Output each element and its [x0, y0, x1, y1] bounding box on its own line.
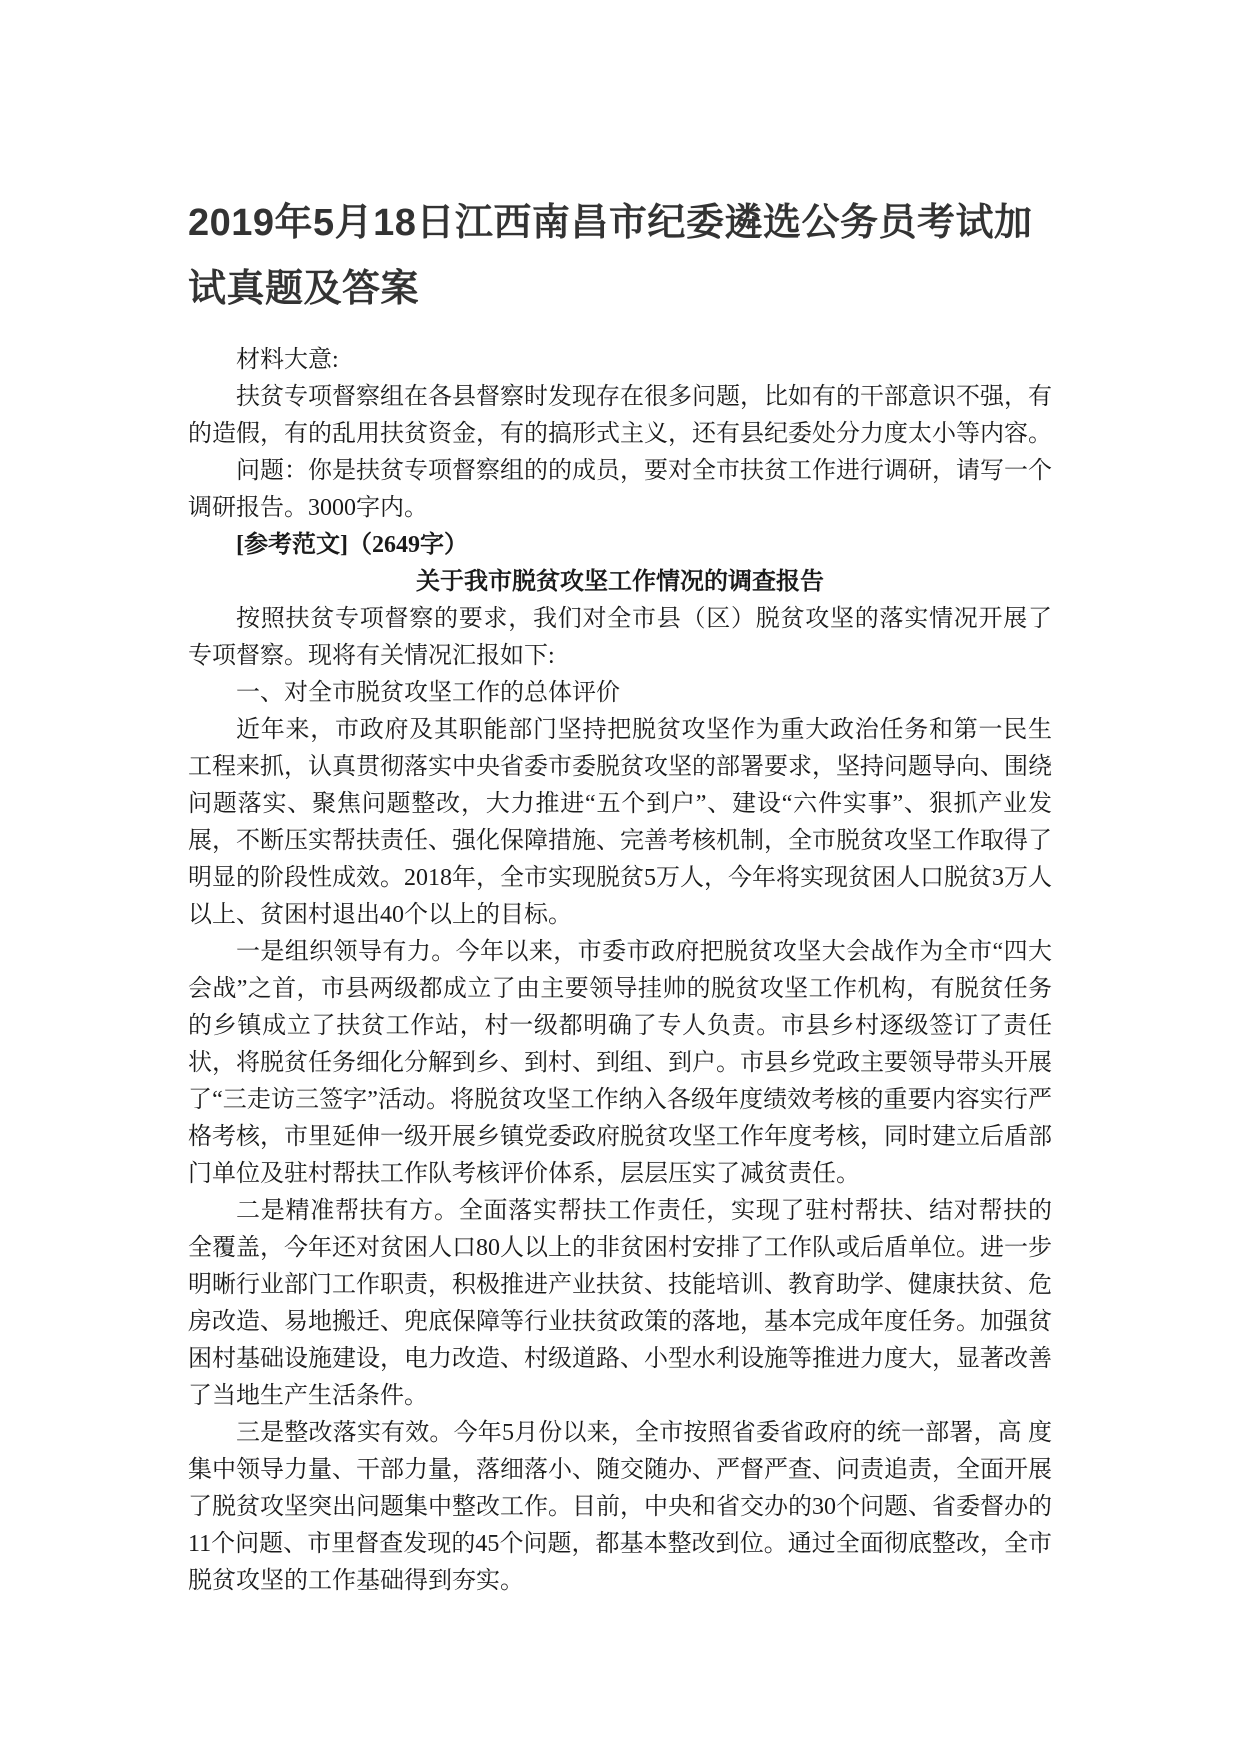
paragraph-material-heading: 材料大意:	[236, 347, 339, 373]
paragraph-intro: 按照扶贫专项督察的要求，我们对全市县（区）脱贫攻坚的落实情况开展了 专项督察。现将有关情况汇报如下:	[188, 606, 1052, 669]
paragraph-point-2: 二是精准帮扶有方。全面落实帮扶工作责任，实现了驻村帮扶、结对帮扶的 全覆盖，今年还对贫困人口80人以上的非贫困村安排了工作队或后盾单位。进一步明晰行业部门工作职责，积极推进产业扶贫、技能培训、教育助学、健康扶贫、危房改造、易地搬迁、兜底保障等行业扶贫政策的落地，基本完成年度任务。加强贫困村基础设施建设，电力改造、村级道路、小型水利设施等推进力度大，显著改善了当地生产生活条件。	[188, 1198, 1052, 1409]
paragraph-point-3: 三是整改落实有效。今年5月份以来，全市按照省委省政府的统一部署，高 度集中领导力量、干部力量，落细落小、随交随办、严督严查、问责追责，全面开展了脱贫攻坚突出问题集中整改工作。目前，中央和省交办的30个问题、省委督办的11个问题、市里督查发现的45个问题，都基本整改到位。通过全面彻底整改，全市脱贫攻坚的工作基础得到夯实。	[188, 1420, 1052, 1594]
document-body	[188, 342, 1052, 1600]
document-page	[188, 190, 1052, 1600]
section-heading-1: 一、对全市脱贫攻坚工作的总体评价	[236, 680, 620, 706]
paragraph-reference-label: [参考范文]（2649字）	[236, 532, 468, 558]
report-title: 关于我市脱贫攻坚工作情况的调查报告	[416, 569, 824, 595]
paragraph-material: 扶贫专项督察组在各县督察时发现存在很多问题，比如有的干部意识不强，有的造假，有的乱用扶贫资金，有的搞形式主义，还有县纪委处分力度太小等内容。	[188, 384, 1052, 447]
paragraph-point-1: 一是组织领导有力。今年以来，市委市政府把脱贫攻坚大会战作为全市“四大会战”之首，市县两级都成立了由主要领导挂帅的脱贫攻坚工作机构，有脱贫任务的乡镇成立了扶贫工作站，村一级都明确了专人负责。市县乡村逐级签订了责任状，将脱贫任务细化分解到乡、到村、到组、到户。市县乡党政主要领导带头开展了“三走访三签字”活动。将脱贫攻坚工作纳入各级年度绩效考核的重要内容实行严格考核，市里延伸一级开展乡镇党委政府脱贫攻坚工作年度考核，同时建立后盾部门单位及驻村帮扶工作队考核评价体系，层层压实了减贫责任。	[188, 939, 1052, 1187]
paragraph-question: 问题：你是扶贫专项督察组的的成员，要对全市扶贫工作进行调研，请写一个调研报告。3000字内。	[188, 458, 1052, 521]
paragraph-overview: 近年来，市政府及其职能部门坚持把脱贫攻坚作为重大政治任务和第一民生 工程来抓，认真贯彻落实中央省委市委脱贫攻坚的部署要求，坚持问题导向、围绕问题落实、聚焦问题整改，大力推进“五个到户”、建设“六件实事”、狠抓产业发展，不断压实帮扶责任、强化保障措施、完善考核机制，全市脱贫攻坚工作取得了明显的阶段性成效。2018年，全市实现脱贫5万人，今年将实现贫困人口脱贫3万人以上、贫困村退出40个以上的目标。	[188, 717, 1052, 928]
document-title: 2019年5月18日江西南昌市纪委遴选公务员考试加试真题及答案	[188, 202, 1033, 310]
